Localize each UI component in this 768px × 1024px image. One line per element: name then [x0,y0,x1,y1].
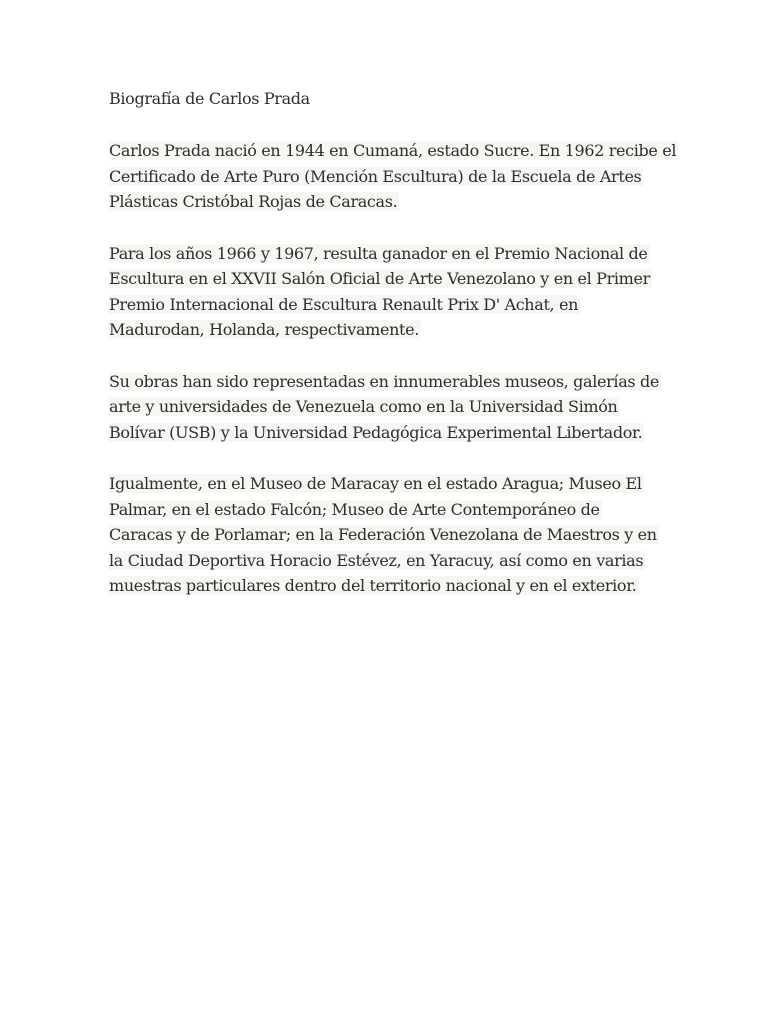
paragraph-line: Para los años 1966 y 1967, resulta ganador en el Premio Nacional de [109,243,648,263]
paragraph-line: Plásticas Cristóbal Rojas de Caracas. [109,192,398,211]
paragraph-works [109,369,669,446]
paragraph-line: Caracas y de Porlamar; en la Federación Venezolana de Maestros y en [109,525,657,544]
paragraph-line: Premio Internacional de Escultura Renault Prix D' Achat, en [109,294,579,314]
paragraph-birth [109,138,677,215]
paragraph-line: Palmar, en el estado Falcón; Museo de Arte Contemporáneo de [109,499,600,519]
document-body [109,86,677,625]
paragraph-line: arte y universidades de Venezuela como en la Universidad Simón [109,397,618,416]
paragraph-line: Escultura en el XXVII Salón Oficial de Arte Venezolano y en el Primer [109,269,650,288]
paragraph-line: Certificado de Arte Puro (Mención Escultura) de la Escuela de Artes [109,166,642,186]
paragraph-museums [109,471,669,599]
paragraph-line: Su obras han sido representadas en innumerables museos, galerías de [109,371,659,391]
document-title: Biografía de Carlos Prada [109,89,310,108]
paragraph-line: Madurodan, Holanda, respectivamente. [109,320,419,339]
paragraph-line: la Ciudad Deportiva Horacio Estévez, en Yaracuy, así como en varias [109,550,644,570]
paragraph-line: muestras particulares dentro del territorio nacional y en el exterior. [109,576,637,595]
paragraph-line: Carlos Prada nació en 1944 en Cumaná, estado Sucre. En 1962 recibe el [109,141,677,160]
paragraph-line: Bolívar (USB) y la Universidad Pedagógica Experimental Libertador. [109,422,643,442]
paragraph-line: Igualmente, en el Museo de Maracay en el estado Aragua; Museo El [109,474,642,493]
paragraph-awards [109,241,669,343]
